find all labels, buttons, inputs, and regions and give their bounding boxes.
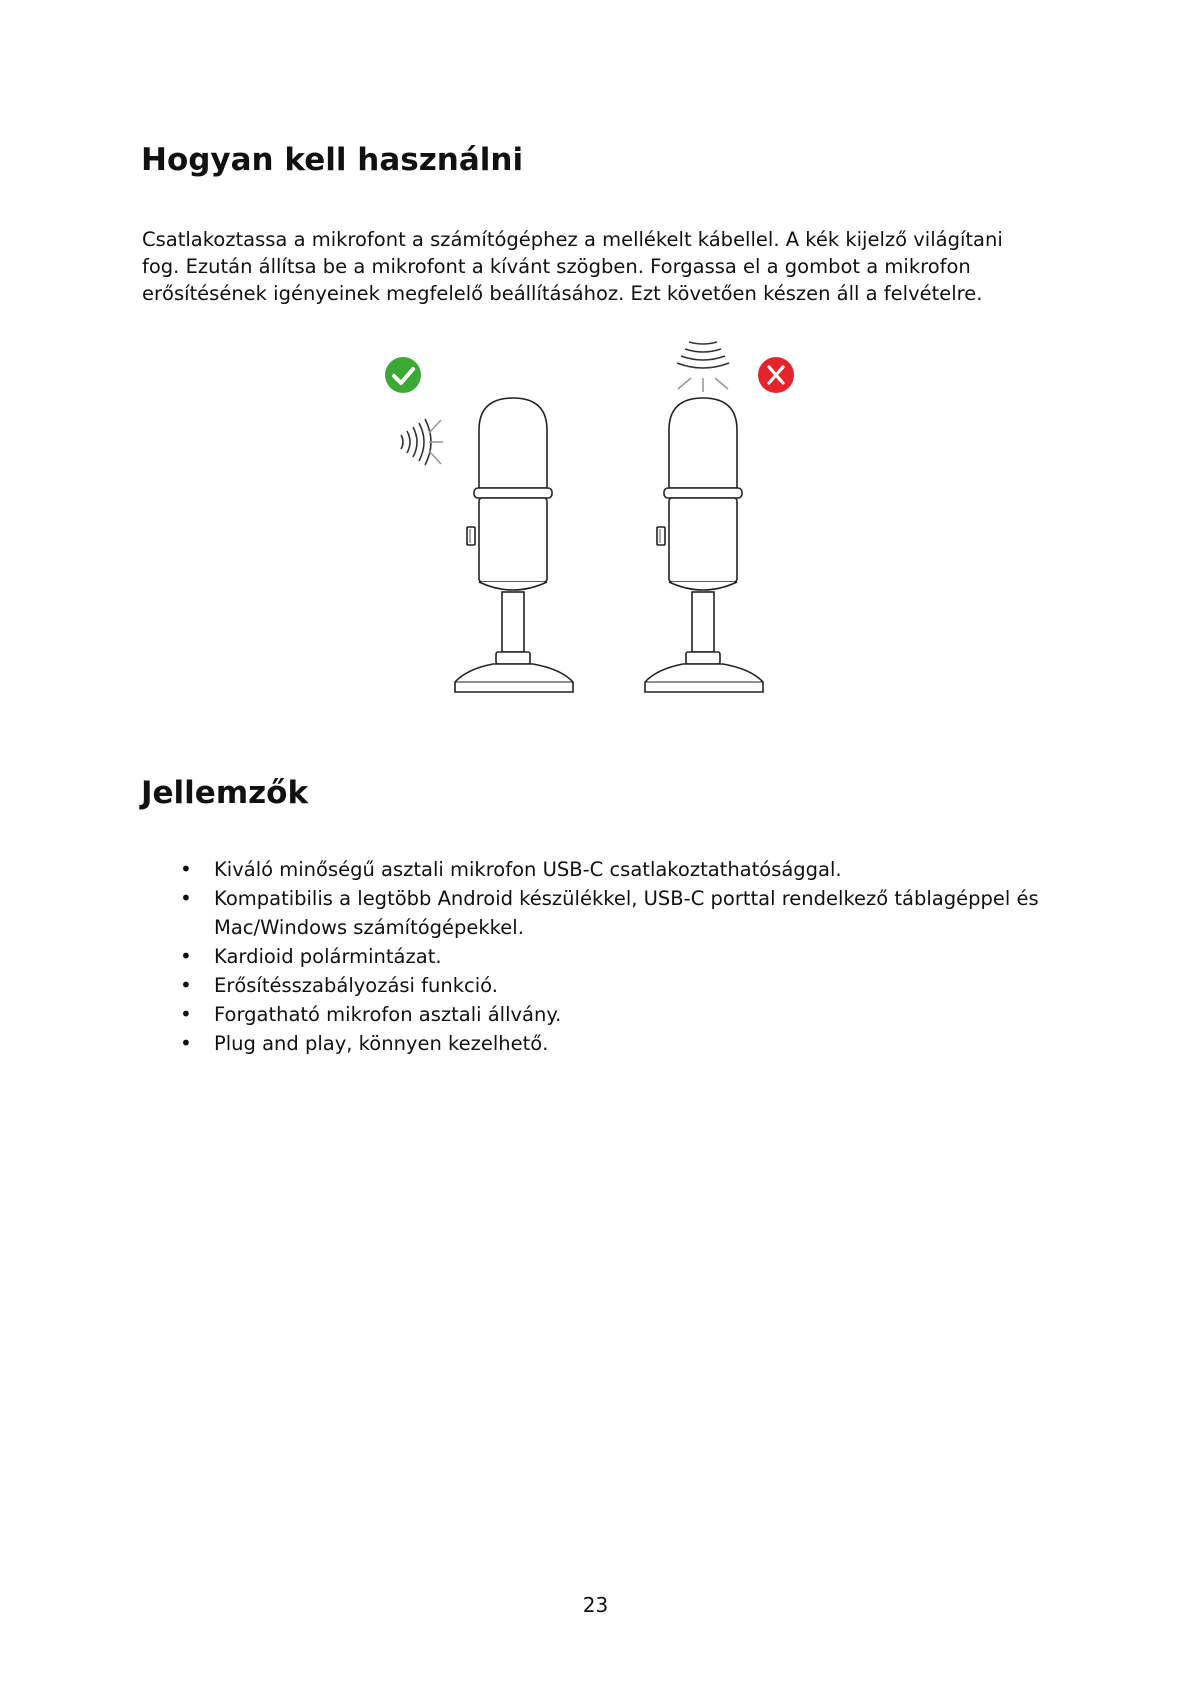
feature-text: Kompatibilis a legtöbb Android készülékkel, USB-C porttal rendelkező táblagéppel és Mac/Windows számítógépekkel. (214, 887, 1039, 939)
microphone-correct-drawing (455, 398, 573, 692)
sound-waves-side-icon (401, 419, 443, 465)
instructions-line: Csatlakoztassa a mikrofont a számítógéphez a mellékelt kábellel. A kék kijelző világítani (142, 228, 1003, 251)
list-item (0, 855, 1100, 884)
feature-text: Kiváló minőségű asztali mikrofon USB-C csatlakoztathatósággal. (214, 858, 842, 881)
list-item (0, 1000, 1100, 1029)
microphone-usage-illustration (385, 330, 810, 705)
instructions-paragraph (142, 226, 1042, 307)
list-item (0, 942, 1100, 971)
bullet-icon: • (180, 1031, 192, 1055)
list-item (0, 971, 1100, 1000)
list-item (0, 884, 1100, 942)
instructions-line: erősítésének igényeinek megfelelő beállításához. Ezt követően készen áll a felvételre. (142, 282, 983, 305)
feature-text: Plug and play, könnyen kezelhető. (214, 1032, 549, 1055)
bullet-icon: • (180, 857, 192, 881)
bullet-icon: • (180, 944, 192, 968)
page-number: 23 (582, 1593, 609, 1617)
instructions-line: fog. Ezután állítsa be a mikrofont a kívánt szögben. Forgassa el a gombot a mikrofon (142, 255, 971, 278)
section-title-features: Jellemzők (141, 775, 309, 811)
feature-text: Kardioid polármintázat. (214, 945, 442, 968)
feature-text: Erősítésszabályozási funkció. (214, 974, 498, 997)
bullet-icon: • (180, 1002, 192, 1026)
bullet-icon: • (180, 973, 192, 997)
features-list (0, 855, 1100, 1058)
checkmark-icon (385, 357, 421, 393)
list-item (0, 1029, 1100, 1058)
section-title-how-to-use: Hogyan kell használni (141, 142, 524, 178)
microphone-wrong-drawing (645, 398, 763, 692)
bullet-icon: • (180, 886, 192, 910)
sound-waves-top-icon (677, 342, 729, 392)
feature-text: Forgatható mikrofon asztali állvány. (214, 1003, 562, 1026)
cross-icon (758, 357, 794, 393)
